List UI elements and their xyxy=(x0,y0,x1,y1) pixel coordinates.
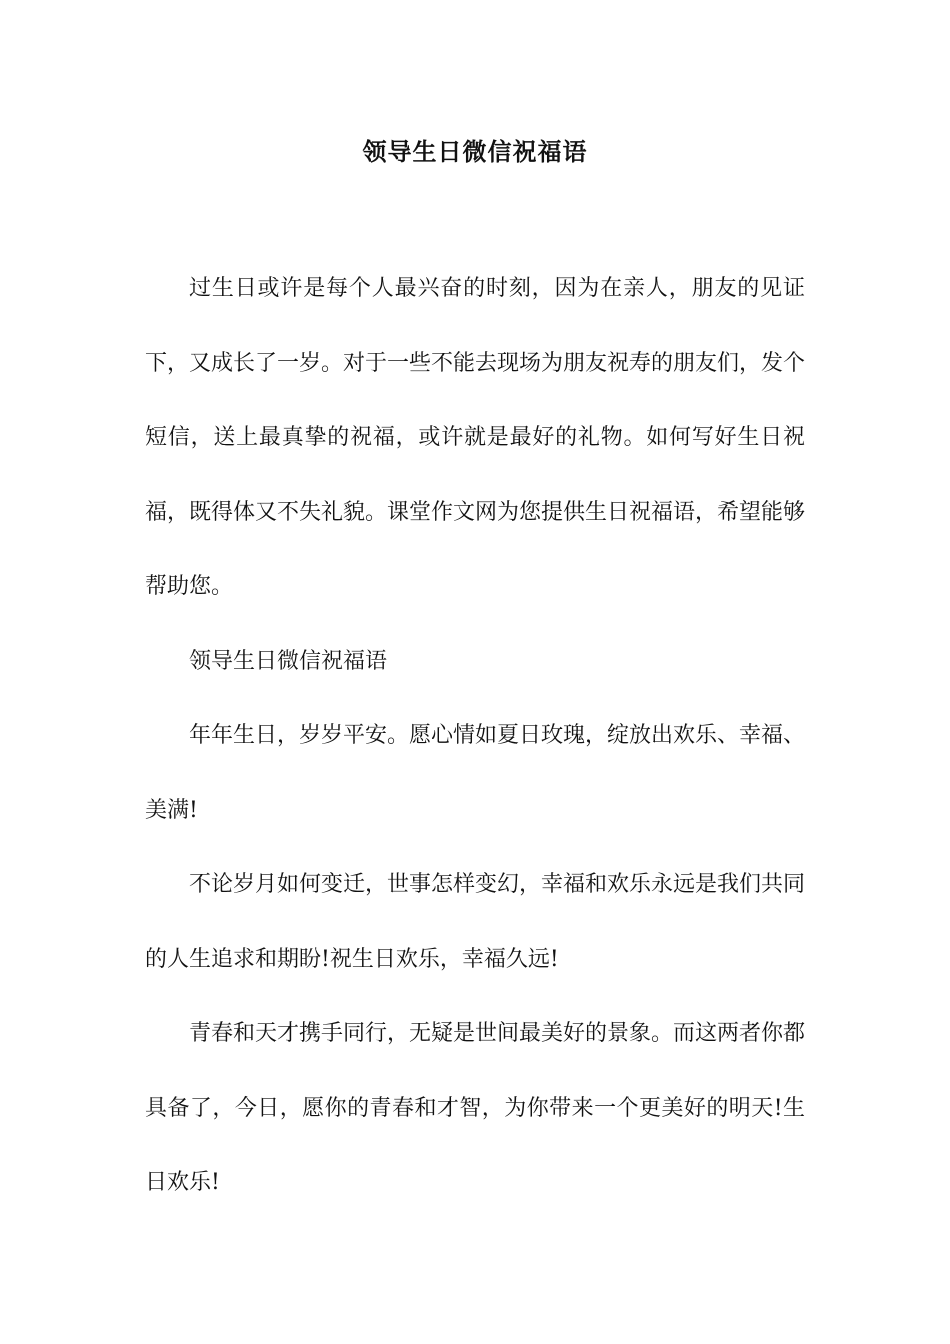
wish-paragraph-1: 年年生日，岁岁平安。愿心情如夏日玫瑰，绽放出欢乐、幸福、美满! xyxy=(145,723,806,823)
document-title: 领导生日微信祝福语 xyxy=(362,137,588,166)
section-heading-paragraph: 领导生日微信祝福语 xyxy=(189,648,388,674)
document-body xyxy=(145,252,805,1221)
intro-paragraph: 过生日或许是每个人最兴奋的时刻，因为在亲人，朋友的见证下，又成长了一岁。对于一些不能去现场为朋友祝寿的朋友们，发个短信，送上最真挚的祝福，或许就是最好的礼物。如何写好生日祝福，既得体又不失礼貌。课堂作文网为您提供生日祝福语，希望能够帮助您。 xyxy=(145,276,806,599)
wish-paragraph-3: 青春和天才携手同行，无疑是世间最美好的景象。而这两者你都具备了，今日，愿你的青春和才智，为你带来一个更美好的明天!生日欢乐! xyxy=(145,1021,806,1195)
wish-paragraph-2: 不论岁月如何变迁，世事怎样变幻，幸福和欢乐永远是我们共同的人生追求和期盼!祝生日欢乐，幸福久远! xyxy=(145,872,806,972)
